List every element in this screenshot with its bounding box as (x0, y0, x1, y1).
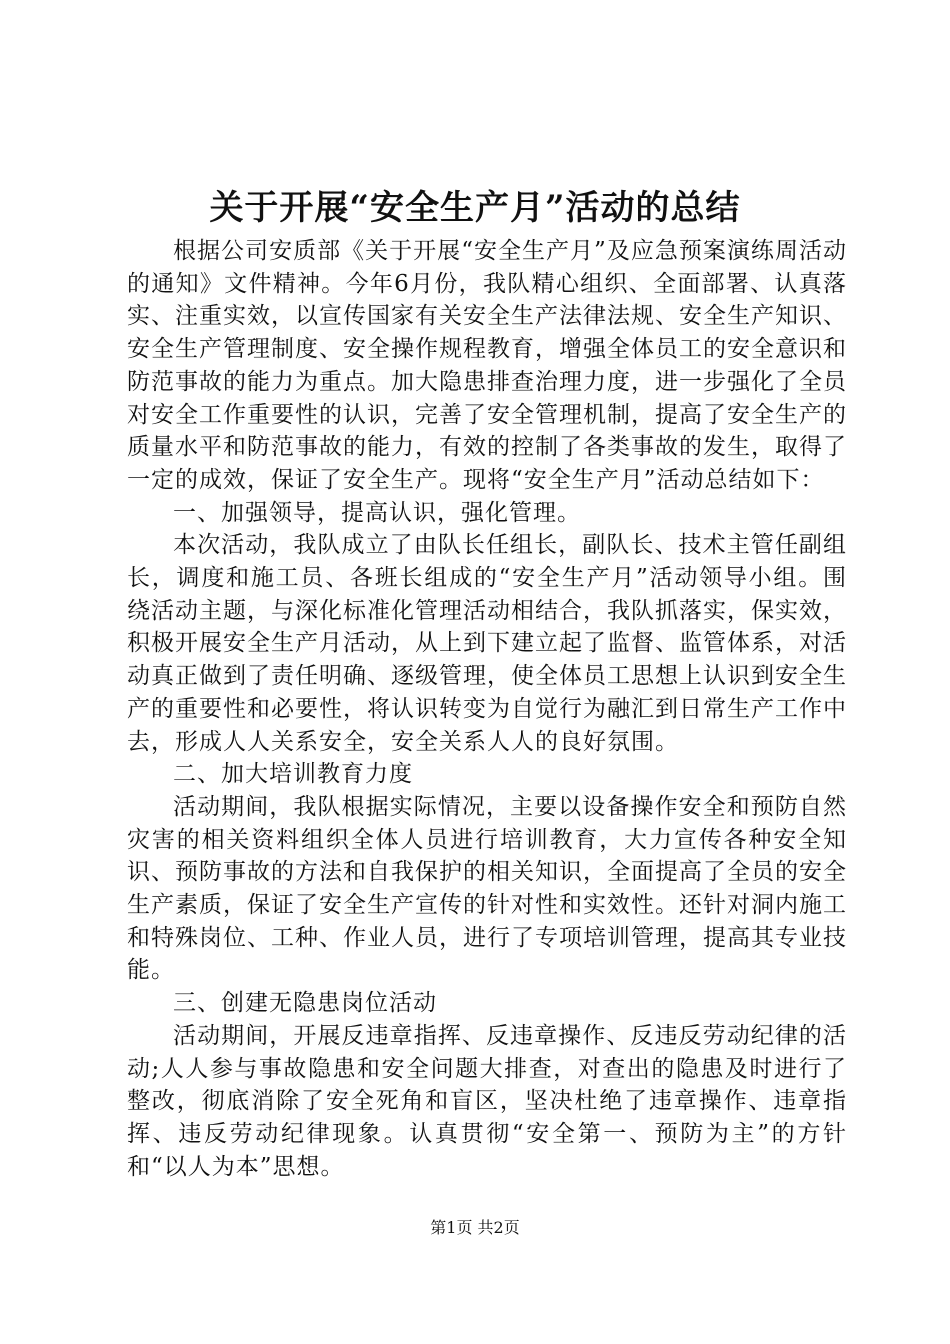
paragraph-intro: 根据公司安质部《关于开展“安全生产月”及应急预案演练周活动的通知》文件精神。今年6月份，我队精心组织、全面部署、认真落实、注重实效，以宣传国家有关安全生产法律法规、安全生产知识、安全生产管理制度、安全操作规程教育，增强全体员工的安全意识和防范事故的能力为重点。加大隐患排查治理力度，进一步强化了全员对安全工作重要性的认识，完善了安全管理机制，提高了安全生产的质量水平和防范事故的能力，有效的控制了各类事故的发生，取得了一定的成效，保证了安全生产。现将“安全生产月”活动总结如下： (127, 238, 847, 493)
section-heading-1: 一、加强领导，提高认识，强化管理。 (173, 499, 581, 526)
paragraph-leadership: 本次活动，我队成立了由队长任组长，副队长、技术主管任副组长，调度和施工员、各班长组成的“安全生产月”活动领导小组。围绕活动主题，与深化标准化管理活动相结合，我队抓落实，保实效，积极开展安全生产月活动，从上到下建立起了监督、监管体系，对活动真正做到了责任明确、逐级管理，使全体员工思想上认识到安全生产的重要性和必要性，将认识转变为自觉行为融汇到日常生产工作中去，形成人人关系安全，安全关系人人的良好氛围。 (127, 532, 847, 755)
paragraph-training: 活动期间，我队根据实际情况，主要以设备操作安全和预防自然灾害的相关资料组织全体人员进行培训教育，大力宣传各种安全知识、预防事故的方法和自我保护的相关知识，全面提高了全员的安全生产素质，保证了安全生产宣传的针对性和实效性。还针对洞内施工和特殊岗位、工种、作业人员，进行了专项培训管理，提高其专业技能。 (127, 793, 847, 984)
document-title: 关于开展“安全生产月”活动的总结 (209, 188, 741, 228)
page-number-footer: 第1页 共2页 (430, 1218, 520, 1237)
section-heading-2: 二、加大培训教育力度 (173, 761, 413, 788)
document-body (127, 235, 847, 1183)
section-heading-3: 三、创建无隐患岗位活动 (173, 990, 437, 1017)
paragraph-hazard-free: 活动期间，开展反违章指挥、反违章操作、反违反劳动纪律的活动;人人参与事故隐患和安全问题大排查，对查出的隐患及时进行了整改，彻底消除了安全死角和盲区，坚决杜绝了违章操作、违章指挥、违反劳动纪律现象。认真贯彻“安全第一、预防为主”的方针和“以人为本”思想。 (127, 1022, 847, 1180)
